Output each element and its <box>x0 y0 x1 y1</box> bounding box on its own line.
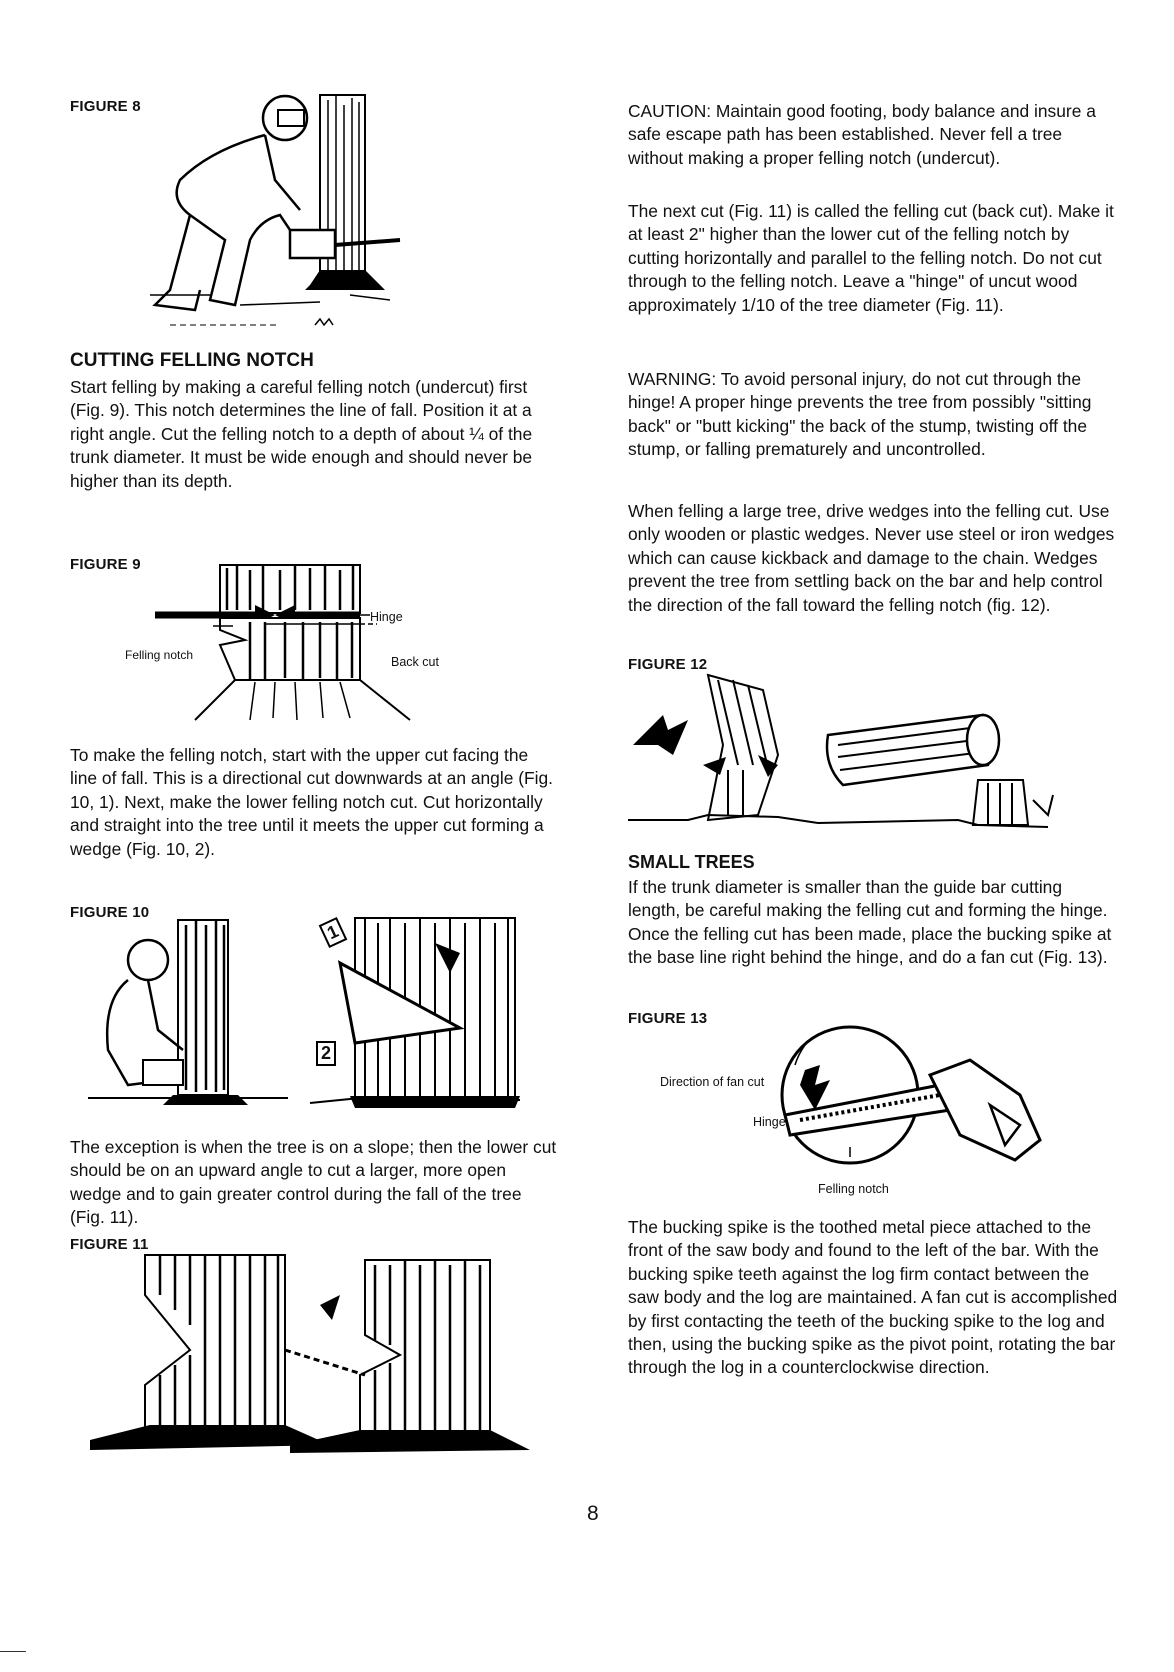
fig13-hinge-label: Hinge <box>753 1115 786 1129</box>
page-number: 8 <box>587 1502 599 1525</box>
bottom-edge-rule <box>0 1651 26 1652</box>
heading-small-trees: SMALL TREES <box>628 852 755 872</box>
paragraph-felling-cut: The next cut (Fig. 11) is called the felling cut (back cut). Make it at least 2" higher than the lower cut of the felling notch by cutting horizontally and parallel to the felling notch. Do not cut through to the felling notch. Leave a "hinge" of uncut wood approximately 1/10 of the tree diameter (Fig. 11). <box>628 201 1114 315</box>
figure-12-label: FIGURE 12 <box>628 656 708 673</box>
fig9-felling-notch-label: Felling notch <box>125 648 194 662</box>
fig10-label-2: 2 <box>316 1041 336 1066</box>
figure-9-label: FIGURE 9 <box>70 556 141 573</box>
figure-9-illustration <box>155 560 415 730</box>
figure-13-label: FIGURE 13 <box>628 1010 708 1027</box>
figure-11-label: FIGURE 11 <box>70 1236 149 1253</box>
fig13-felling-notch-label: Felling notch <box>818 1182 889 1196</box>
figure-11-illustration <box>90 1255 550 1460</box>
figure-8-label: FIGURE 8 <box>70 98 141 115</box>
fig9-hinge-label: Hinge <box>370 610 403 624</box>
paragraph-small-trees: If the trunk diameter is smaller than the guide bar cutting length, be careful making the felling cut and forming the hinge. Once the felling cut has been made, place the bucking spike at the base line right behind the hinge, and do a fan cut (Fig. 13). <box>628 877 1112 968</box>
figure-13-illustration <box>640 1025 1100 1195</box>
figure-12-illustration <box>628 675 1108 840</box>
paragraph-caution: CAUTION: Maintain good footing, body balance and insure a safe escape path has been established. Never fell a tree without making a proper felling notch (undercut). <box>628 101 1096 168</box>
paragraph-felling-notch-intro: Start felling by making a careful felling notch (undercut) first (Fig. 9). This notch determines the line of fall. Position it at a right angle. Cut the felling notch to a depth of about ¼ of the trunk diameter. It must be wide enough and should never be higher than its depth. <box>70 377 533 491</box>
paragraph-slope-exception: The exception is when the tree is on a slope; then the lower cut should be on an upward angle to cut a larger, more open wedge and to gain greater control during the fall of the tree (Fig. 11). <box>70 1137 557 1228</box>
figure-10-left-illustration <box>88 920 288 1120</box>
fig9-back-cut-label: Back cut <box>391 655 439 669</box>
fig13-direction-label: Direction of fan cut <box>660 1075 765 1089</box>
paragraph-bucking-spike: The bucking spike is the toothed metal piece attached to the front of the saw body and found to the left of the bar. With the bucking spike teeth against the log firm contact between the saw body and the log are maintained. A fan cut is accomplished by first contacting the teeth of the bucking spike to the log and then, using the bucking spike as the pivot point, rotating the bar through the log in a counterclockwise direction. <box>628 1217 1118 1378</box>
paragraph-warning-hinge: WARNING: To avoid personal injury, do not cut through the hinge! A proper hinge prevents the tree from possibly "sitting back" or "butt kicking" the back of the stump, twisting off the stump, or falling prematurely and uncontrolled. <box>628 369 1092 460</box>
fig10-label-1: 1 <box>319 917 348 948</box>
heading-cutting-felling-notch: CUTTING FELLING NOTCH <box>70 350 314 371</box>
figure-10-right-illustration <box>310 918 520 1128</box>
paragraph-upper-cut: To make the felling notch, start with the upper cut facing the line of fall. This is a directional cut downwards at an angle (Fig. 10, 1). Next, make the lower felling notch cut. Cut horizontally and straight into the tree until it meets the upper cut forming a wedge (Fig. 10, 2). <box>70 745 553 859</box>
figure-10-label: FIGURE 10 <box>70 904 150 921</box>
paragraph-wedges: When felling a large tree, drive wedges into the felling cut. Use only wooden or plastic wedges. Never use steel or iron wedges which can cause kickback and damage to the chain. Wedges prevent the tree from settling back on the bar and help control the direction of the fall toward the felling notch (fig. 12). <box>628 501 1115 615</box>
figure-8-illustration <box>150 90 440 350</box>
